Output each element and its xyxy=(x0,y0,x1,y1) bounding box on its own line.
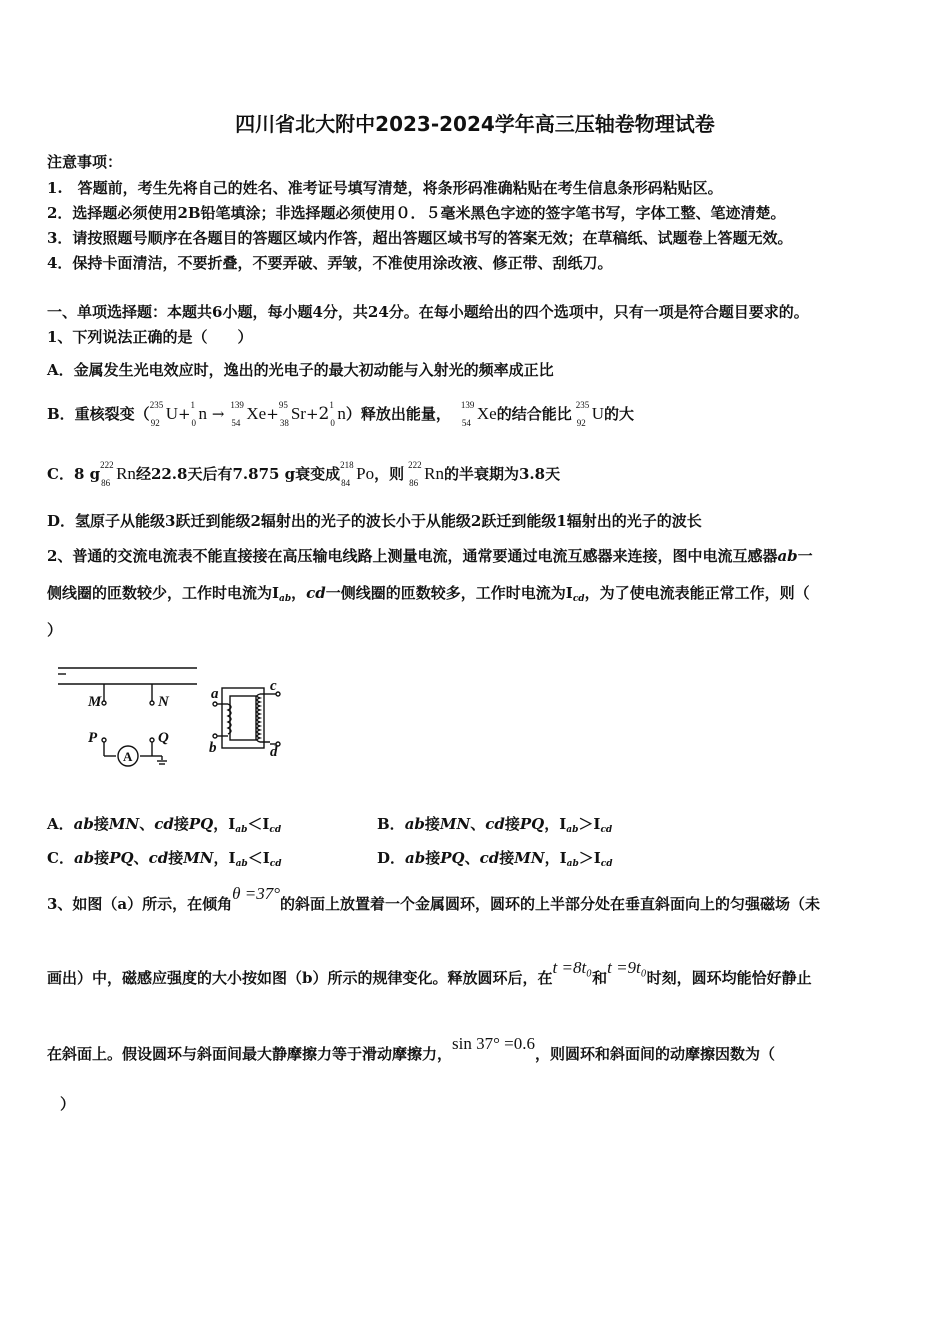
q2-option-c: C．ab接PQ、cd接MN，$I_{ab}<I_{cd}$ xyxy=(47,849,282,869)
math-t2: t =9t₀ xyxy=(607,958,647,977)
q3-line-3: 在斜面上。假设圆环与斜面间最大静摩擦力等于滑动摩擦力，sin 37° =0.6，则圆环和斜面间的动摩擦因数为（ xyxy=(47,1034,776,1063)
q2-line-1: 2、普通的交流电流表不能直接接在高压输电线路上测量电流，通常要通过电流互感器来连接，图中电流互感器ab一 xyxy=(47,547,813,565)
label-d: d xyxy=(270,744,278,760)
nuclide-u235: 235 92 U xyxy=(575,400,604,428)
q2-option-b: B．ab接MN、cd接PQ，$I_{ab}>I_{cd}$ xyxy=(377,815,613,835)
q1-option-d: D．氢原子从能级3跃迁到能级2辐射出的光子的波长小于从能级2跃迁到能级1辐射出的光子的波长 xyxy=(47,512,702,530)
notice-item: 3．请按照题号顺序在各题目的答题区域内作答，超出答题区域书写的答案无效；在草稿纸、试题卷上答题无效。 xyxy=(47,229,793,247)
q2-option-d: D．ab接PQ、cd接MN，$I_{ab}>I_{cd}$ xyxy=(377,849,613,869)
terminal-p xyxy=(102,738,106,742)
q3-line-1: 3、如图（a）所示，在倾角θ =37°的斜面上放置着一个金属圆环，圆环的上半部分处在垂直斜面向上的匀强磁场（未 xyxy=(47,884,821,913)
nuclide-po218: 218 84 Po xyxy=(340,460,375,488)
nuclide-sr95: 95 38 Sr xyxy=(278,400,306,428)
nuclide-xe139: 139 54 Xe xyxy=(230,400,267,428)
q2-option-a: A．ab接MN、cd接PQ，$I_{ab}<I_{cd}$ xyxy=(47,815,282,835)
terminal-m xyxy=(102,701,106,705)
q1-stem: 1、下列说法正确的是（ ） xyxy=(47,328,253,346)
nuclide-n: 1 0 n xyxy=(190,400,208,428)
section-heading: 一、单项选择题：本题共6小题，每小题4分，共24分。在每小题给出的四个选项中，只有一项是符合题目要求的。 xyxy=(47,303,809,321)
q1-option-a: A．金属发生光电效应时，逸出的光电子的最大初动能与入射光的频率成正比 xyxy=(47,361,554,379)
ammeter-label: A xyxy=(123,749,133,764)
math-sin: sin 37° =0.6 xyxy=(452,1034,535,1053)
q3-line-2: 画出）中，磁感应强度的大小按如图（b）所示的规律变化。释放圆环后，在t =8t₀和t =9t₀时刻，圆环均能恰好静止 xyxy=(47,958,812,987)
notice-item: 4．保持卡面清洁，不要折叠，不要弄破、弄皱，不准使用涂改液、修正带、刮纸刀。 xyxy=(47,254,613,272)
q2-line-2: 侧线圈的匝数较少，工作时电流为$I_{ab}$，cd一侧线圈的匝数较多，工作时电流为$I_{cd}$，为了使电流表能正常工作，则（ xyxy=(47,584,810,604)
nuclide-rn222: 222 86 Rn xyxy=(100,460,136,488)
transformer-circuit-figure xyxy=(52,660,292,770)
q2-line-3: ） xyxy=(47,621,63,639)
notice-item: 1. 答题前，考生先将自己的姓名、准考证号填写清楚，将条形码准确粘贴在考生信息条形码粘贴区。 xyxy=(47,179,723,197)
q1-option-b: B．重核裂变（ 235 92 U+ 1 0 n → 139 54 Xe+ 95 38 Sr+2 1 0 n）释放出能量， 139 54 Xe的结合能比 235 92 U的大 xyxy=(47,400,634,428)
label-c: c xyxy=(270,678,277,694)
label-q: Q xyxy=(158,730,169,746)
terminal-q xyxy=(150,738,154,742)
q1-option-c: C．8 g 222 86 Rn经22.8天后有7.875 g衰变成 218 84 Po，则 222 86 Rn的半衰期为3.8天 xyxy=(47,460,561,488)
q3-line-4: ） xyxy=(60,1095,76,1113)
terminal-n xyxy=(150,701,154,705)
label-m: M xyxy=(88,694,102,710)
page-title: 四川省北大附中2023-2024学年高三压轴卷物理试卷 xyxy=(235,112,715,136)
label-p: P xyxy=(88,730,98,746)
notice-heading: 注意事项： xyxy=(47,153,123,171)
nuclide-u235: 235 92 U xyxy=(149,400,178,428)
notice-item: 2．选择题必须使用2B铅笔填涂；非选择题必须使用０．５毫米黑色字迹的签字笔书写，字体工整、笔迹清楚。 xyxy=(47,204,786,222)
math-t1: t =8t₀ xyxy=(552,958,593,977)
label-b: b xyxy=(209,740,217,756)
nuclide-xe139: 139 54 Xe xyxy=(460,400,497,428)
math-theta: θ =37° xyxy=(232,884,281,903)
label-a: a xyxy=(211,686,219,702)
nuclide-rn222: 222 86 Rn xyxy=(408,460,444,488)
label-n: N xyxy=(158,694,169,710)
nuclide-n: 1 0 n xyxy=(329,400,346,428)
